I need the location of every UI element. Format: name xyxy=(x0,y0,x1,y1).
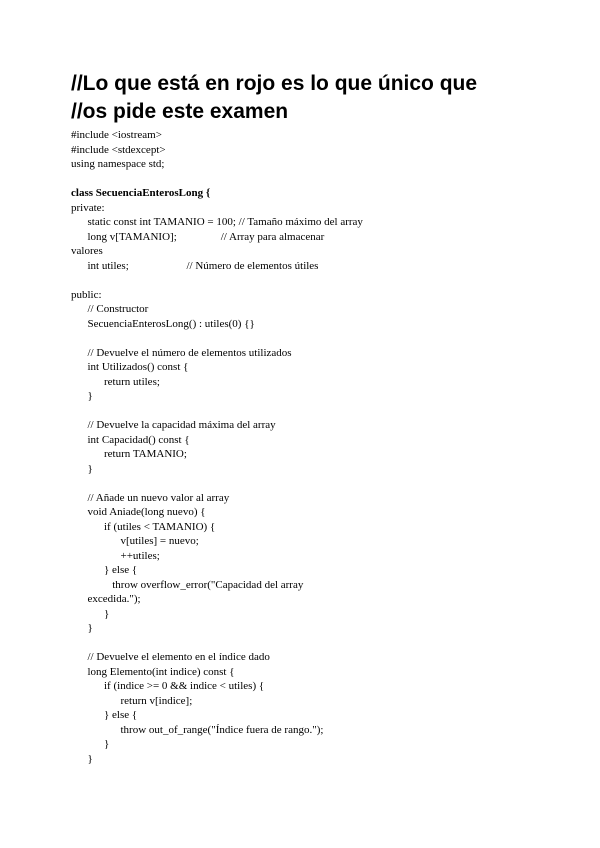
code-line: long Elemento(int indice) const { xyxy=(71,665,235,678)
title-line: //os pide este examen xyxy=(71,100,289,123)
code-line: int Utilizados() const { xyxy=(71,361,189,373)
code-line: } xyxy=(71,622,93,634)
code-line xyxy=(71,404,363,419)
code-line: SecuenciaEnterosLong() : utiles(0) {} xyxy=(71,317,255,330)
code-line xyxy=(71,331,363,346)
code-line: return utiles; xyxy=(71,375,160,388)
code-line: #include <iostream> xyxy=(71,129,162,141)
code-line xyxy=(71,476,363,491)
code-line: // Constructor xyxy=(71,303,149,315)
code-line xyxy=(71,273,363,288)
code-line: throw out_of_range("Índice fuera de rango."); xyxy=(71,723,324,736)
code-line: using namespace std; xyxy=(71,158,165,170)
code-line xyxy=(71,636,363,651)
code-line: public: xyxy=(71,288,102,301)
code-line: // Devuelve la capacidad máxima del array xyxy=(71,419,276,431)
code-line: excedida."); xyxy=(71,593,141,605)
code-line: // Añade un nuevo valor al array xyxy=(71,491,230,504)
code-line: void Aniade(long nuevo) { xyxy=(71,506,206,518)
code-line: } xyxy=(71,607,110,620)
code-line xyxy=(71,172,363,187)
code-line: #include <stdexcept> xyxy=(71,143,166,156)
page-title xyxy=(71,70,477,126)
code-line: } xyxy=(71,752,93,765)
code-line: if (utiles < TAMANIO) { xyxy=(71,520,216,533)
code-line: int utiles; // Número de elementos útiles xyxy=(71,259,319,272)
code-line: return v[indice]; xyxy=(71,694,193,707)
code-line: class SecuenciaEnterosLong { xyxy=(71,187,211,199)
code-line: valores xyxy=(71,245,103,257)
code-line: // Devuelve el elemento en el índice dado xyxy=(71,651,270,663)
code-line: long v[TAMANIO]; // Array para almacenar xyxy=(71,230,325,243)
code-line: // Devuelve el número de elementos utilizados xyxy=(71,346,292,359)
code-line: ++utiles; xyxy=(71,549,160,562)
code-line: } xyxy=(71,462,93,475)
code-line: v[utiles] = nuevo; xyxy=(71,535,199,547)
code-listing xyxy=(71,128,363,766)
code-line: if (indice >= 0 && indice < utiles) { xyxy=(71,680,265,692)
code-line: private: xyxy=(71,201,105,214)
title-line: //Lo que está en rojo es lo que único que xyxy=(71,72,478,95)
code-line: } else { xyxy=(71,564,138,576)
code-line: int Capacidad() const { xyxy=(71,433,190,446)
code-line: throw overflow_error("Capacidad del array xyxy=(71,578,304,591)
code-line: } xyxy=(71,738,110,750)
code-line: } xyxy=(71,390,93,402)
code-line: } else { xyxy=(71,709,138,721)
code-line: static const int TAMANIO = 100; // Tamaño máximo del array xyxy=(71,216,363,228)
code-line: return TAMANIO; xyxy=(71,448,187,460)
